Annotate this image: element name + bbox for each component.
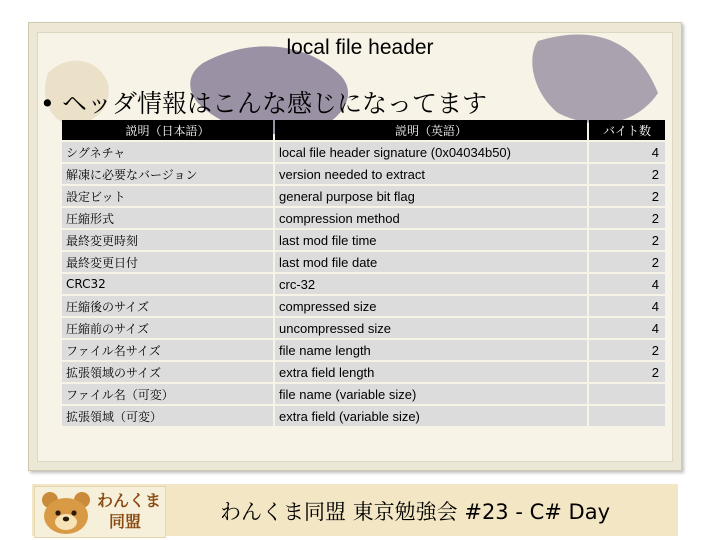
cell-en: uncompressed size xyxy=(275,318,587,338)
cell-bytes: 4 xyxy=(589,318,665,338)
cell-en: compressed size xyxy=(275,296,587,316)
cell-en: version needed to extract xyxy=(275,164,587,184)
cell-en: extra field length xyxy=(275,362,587,382)
cell-ja: 最終変更日付 xyxy=(62,252,273,272)
cell-ja: 設定ビット xyxy=(62,186,273,206)
cell-ja: 圧縮後のサイズ xyxy=(62,296,273,316)
local-file-header-table xyxy=(60,118,667,428)
cell-bytes: 2 xyxy=(589,252,665,272)
table-row xyxy=(62,274,665,294)
table-row xyxy=(62,186,665,206)
cell-bytes: 2 xyxy=(589,208,665,228)
wankuma-logo xyxy=(34,486,166,538)
cell-ja: シグネチャ xyxy=(62,142,273,162)
table-row xyxy=(62,142,665,162)
cell-bytes xyxy=(589,384,665,404)
cell-bytes: 2 xyxy=(589,230,665,250)
table-header-row xyxy=(62,120,665,140)
footer-text: わんくま同盟 東京勉強会 #23 - C# Day xyxy=(220,500,610,524)
cell-en: crc-32 xyxy=(275,274,587,294)
cell-en: local file header signature (0x04034b50) xyxy=(275,142,587,162)
table-row xyxy=(62,252,665,272)
table-row xyxy=(62,362,665,382)
cell-ja: 圧縮前のサイズ xyxy=(62,318,273,338)
header-bytes: バイト数 xyxy=(589,120,665,140)
table-row xyxy=(62,164,665,184)
cell-ja: ファイル名（可変） xyxy=(62,384,273,404)
table-row xyxy=(62,230,665,250)
cell-ja: CRC32 xyxy=(62,274,273,294)
cell-en: extra field (variable size) xyxy=(275,406,587,426)
bullet-dot-icon: • xyxy=(40,89,55,118)
table-row xyxy=(62,406,665,426)
table-row xyxy=(62,208,665,228)
cell-bytes: 4 xyxy=(589,296,665,316)
cell-ja: ファイル名サイズ xyxy=(62,340,273,360)
cell-en: compression method xyxy=(275,208,587,228)
cell-en: file name length xyxy=(275,340,587,360)
cell-ja: 拡張領域（可変） xyxy=(62,406,273,426)
header-description-en: 説明（英語） xyxy=(275,120,587,140)
cell-en: last mod file time xyxy=(275,230,587,250)
cell-en: file name (variable size) xyxy=(275,384,587,404)
bullet-item xyxy=(40,84,487,120)
slide-title: local file header xyxy=(286,36,434,59)
bear-mascot-icon xyxy=(37,488,95,536)
bullet-text: ヘッダ情報はこんな感じになってます xyxy=(62,89,488,118)
cell-ja: 拡張領域のサイズ xyxy=(62,362,273,382)
cell-ja: 最終変更時刻 xyxy=(62,230,273,250)
cell-en: last mod file date xyxy=(275,252,587,272)
table-row xyxy=(62,318,665,338)
cell-bytes: 2 xyxy=(589,340,665,360)
cell-bytes: 4 xyxy=(589,142,665,162)
logo-text-line1: わんくま xyxy=(97,491,162,510)
header-description-ja: 説明（日本語） xyxy=(62,120,273,140)
logo-text-line2: 同盟 xyxy=(109,512,142,531)
cell-bytes: 2 xyxy=(589,186,665,206)
cell-en: general purpose bit flag xyxy=(275,186,587,206)
table-row xyxy=(62,340,665,360)
cell-bytes xyxy=(589,406,665,426)
table-row xyxy=(62,384,665,404)
cell-ja: 解凍に必要なバージョン xyxy=(62,164,273,184)
cell-ja: 圧縮形式 xyxy=(62,208,273,228)
cell-bytes: 2 xyxy=(589,362,665,382)
table-row xyxy=(62,296,665,316)
cell-bytes: 2 xyxy=(589,164,665,184)
cell-bytes: 4 xyxy=(589,274,665,294)
